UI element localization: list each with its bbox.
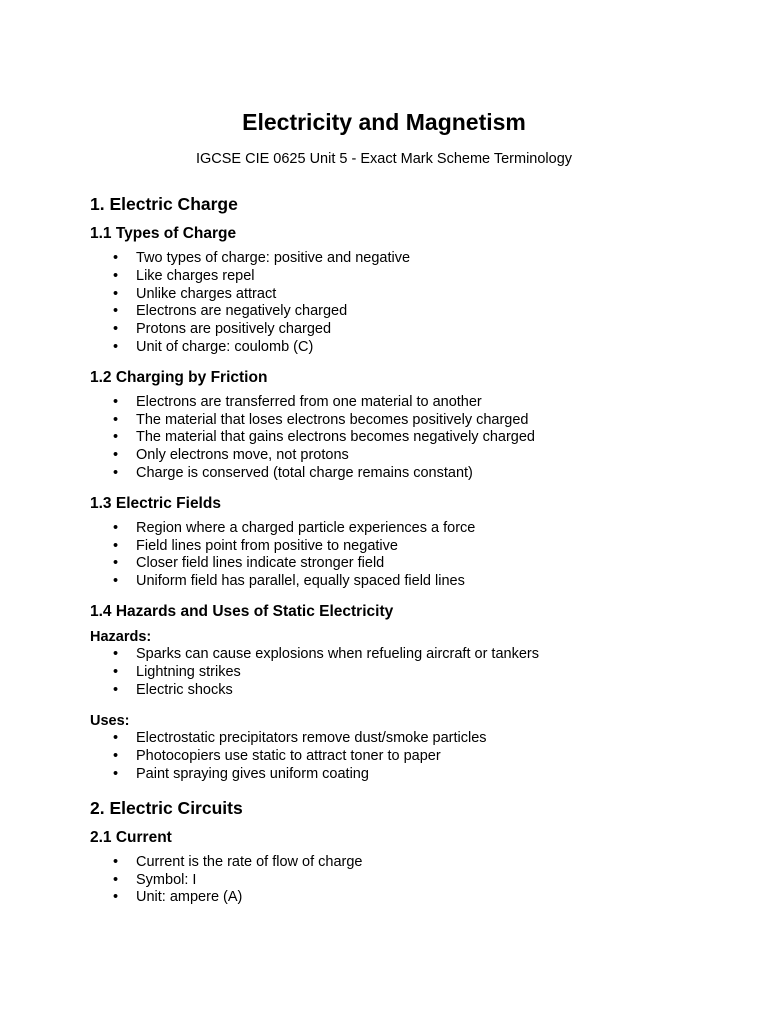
- list-item: • Closer field lines indicate stronger field: [90, 555, 690, 573]
- list-item: • Like charges repel: [90, 268, 690, 286]
- uses-label: Uses:: [90, 713, 130, 730]
- list-item: • Unit: ampere (A): [90, 889, 690, 907]
- list-item: • Electrons are negatively charged: [90, 303, 690, 321]
- subsection-heading-charging-by-friction: 1.2 Charging by Friction: [90, 368, 268, 386]
- document-subtitle: IGCSE CIE 0625 Unit 5 - Exact Mark Scheme Terminology: [195, 151, 573, 167]
- list-item: • Protons are positively charged: [90, 321, 690, 339]
- list-item: • Region where a charged particle experiences a force: [90, 520, 690, 538]
- electric-fields-list: [90, 520, 690, 591]
- list-item: • Electrons are transferred from one material to another: [90, 394, 690, 412]
- list-item: • Uniform field has parallel, equally spaced field lines: [90, 573, 690, 591]
- current-list: [90, 854, 690, 907]
- hazards-label: Hazards:: [90, 628, 152, 645]
- list-item: • Only electrons move, not protons: [90, 447, 690, 465]
- document-body: [90, 193, 690, 918]
- list-item: • Electric shocks: [90, 682, 690, 700]
- section-heading-electric-circuits: 2. Electric Circuits: [90, 797, 243, 818]
- list-item: • Two types of charge: positive and negative: [90, 250, 690, 268]
- types-of-charge-list: [90, 250, 690, 357]
- list-item: • Unlike charges attract: [90, 286, 690, 304]
- list-item: • Paint spraying gives uniform coating: [90, 766, 690, 784]
- list-item: • Field lines point from positive to negative: [90, 538, 690, 556]
- charging-by-friction-list: [90, 394, 690, 483]
- document-title: Electricity and Magnetism: [242, 109, 526, 135]
- section-heading-electric-charge: 1. Electric Charge: [90, 194, 238, 214]
- hazards-list: [90, 646, 690, 699]
- subsection-heading-hazards-and-uses: 1.4 Hazards and Uses of Static Electricity: [90, 602, 394, 620]
- list-item: • Current is the rate of flow of charge: [90, 854, 690, 872]
- list-item: • The material that gains electrons becomes negatively charged: [90, 429, 690, 447]
- list-item: • Electrostatic precipitators remove dust/smoke particles: [90, 730, 690, 748]
- list-item: • The material that loses electrons becomes positively charged: [90, 412, 690, 430]
- subsection-heading-current: 2.1 Current: [90, 828, 172, 846]
- list-item: • Photocopiers use static to attract toner to paper: [90, 748, 690, 766]
- list-item: • Symbol: I: [90, 872, 690, 890]
- list-item: • Sparks can cause explosions when refueling aircraft or tankers: [90, 646, 690, 664]
- list-item: • Unit of charge: coulomb (C): [90, 339, 690, 357]
- list-item: • Charge is conserved (total charge remains constant): [90, 465, 690, 483]
- subsection-heading-types-of-charge: 1.1 Types of Charge: [90, 225, 237, 242]
- list-item: • Lightning strikes: [90, 664, 690, 682]
- uses-list: [90, 730, 690, 783]
- subsection-heading-electric-fields: 1.3 Electric Fields: [90, 494, 221, 512]
